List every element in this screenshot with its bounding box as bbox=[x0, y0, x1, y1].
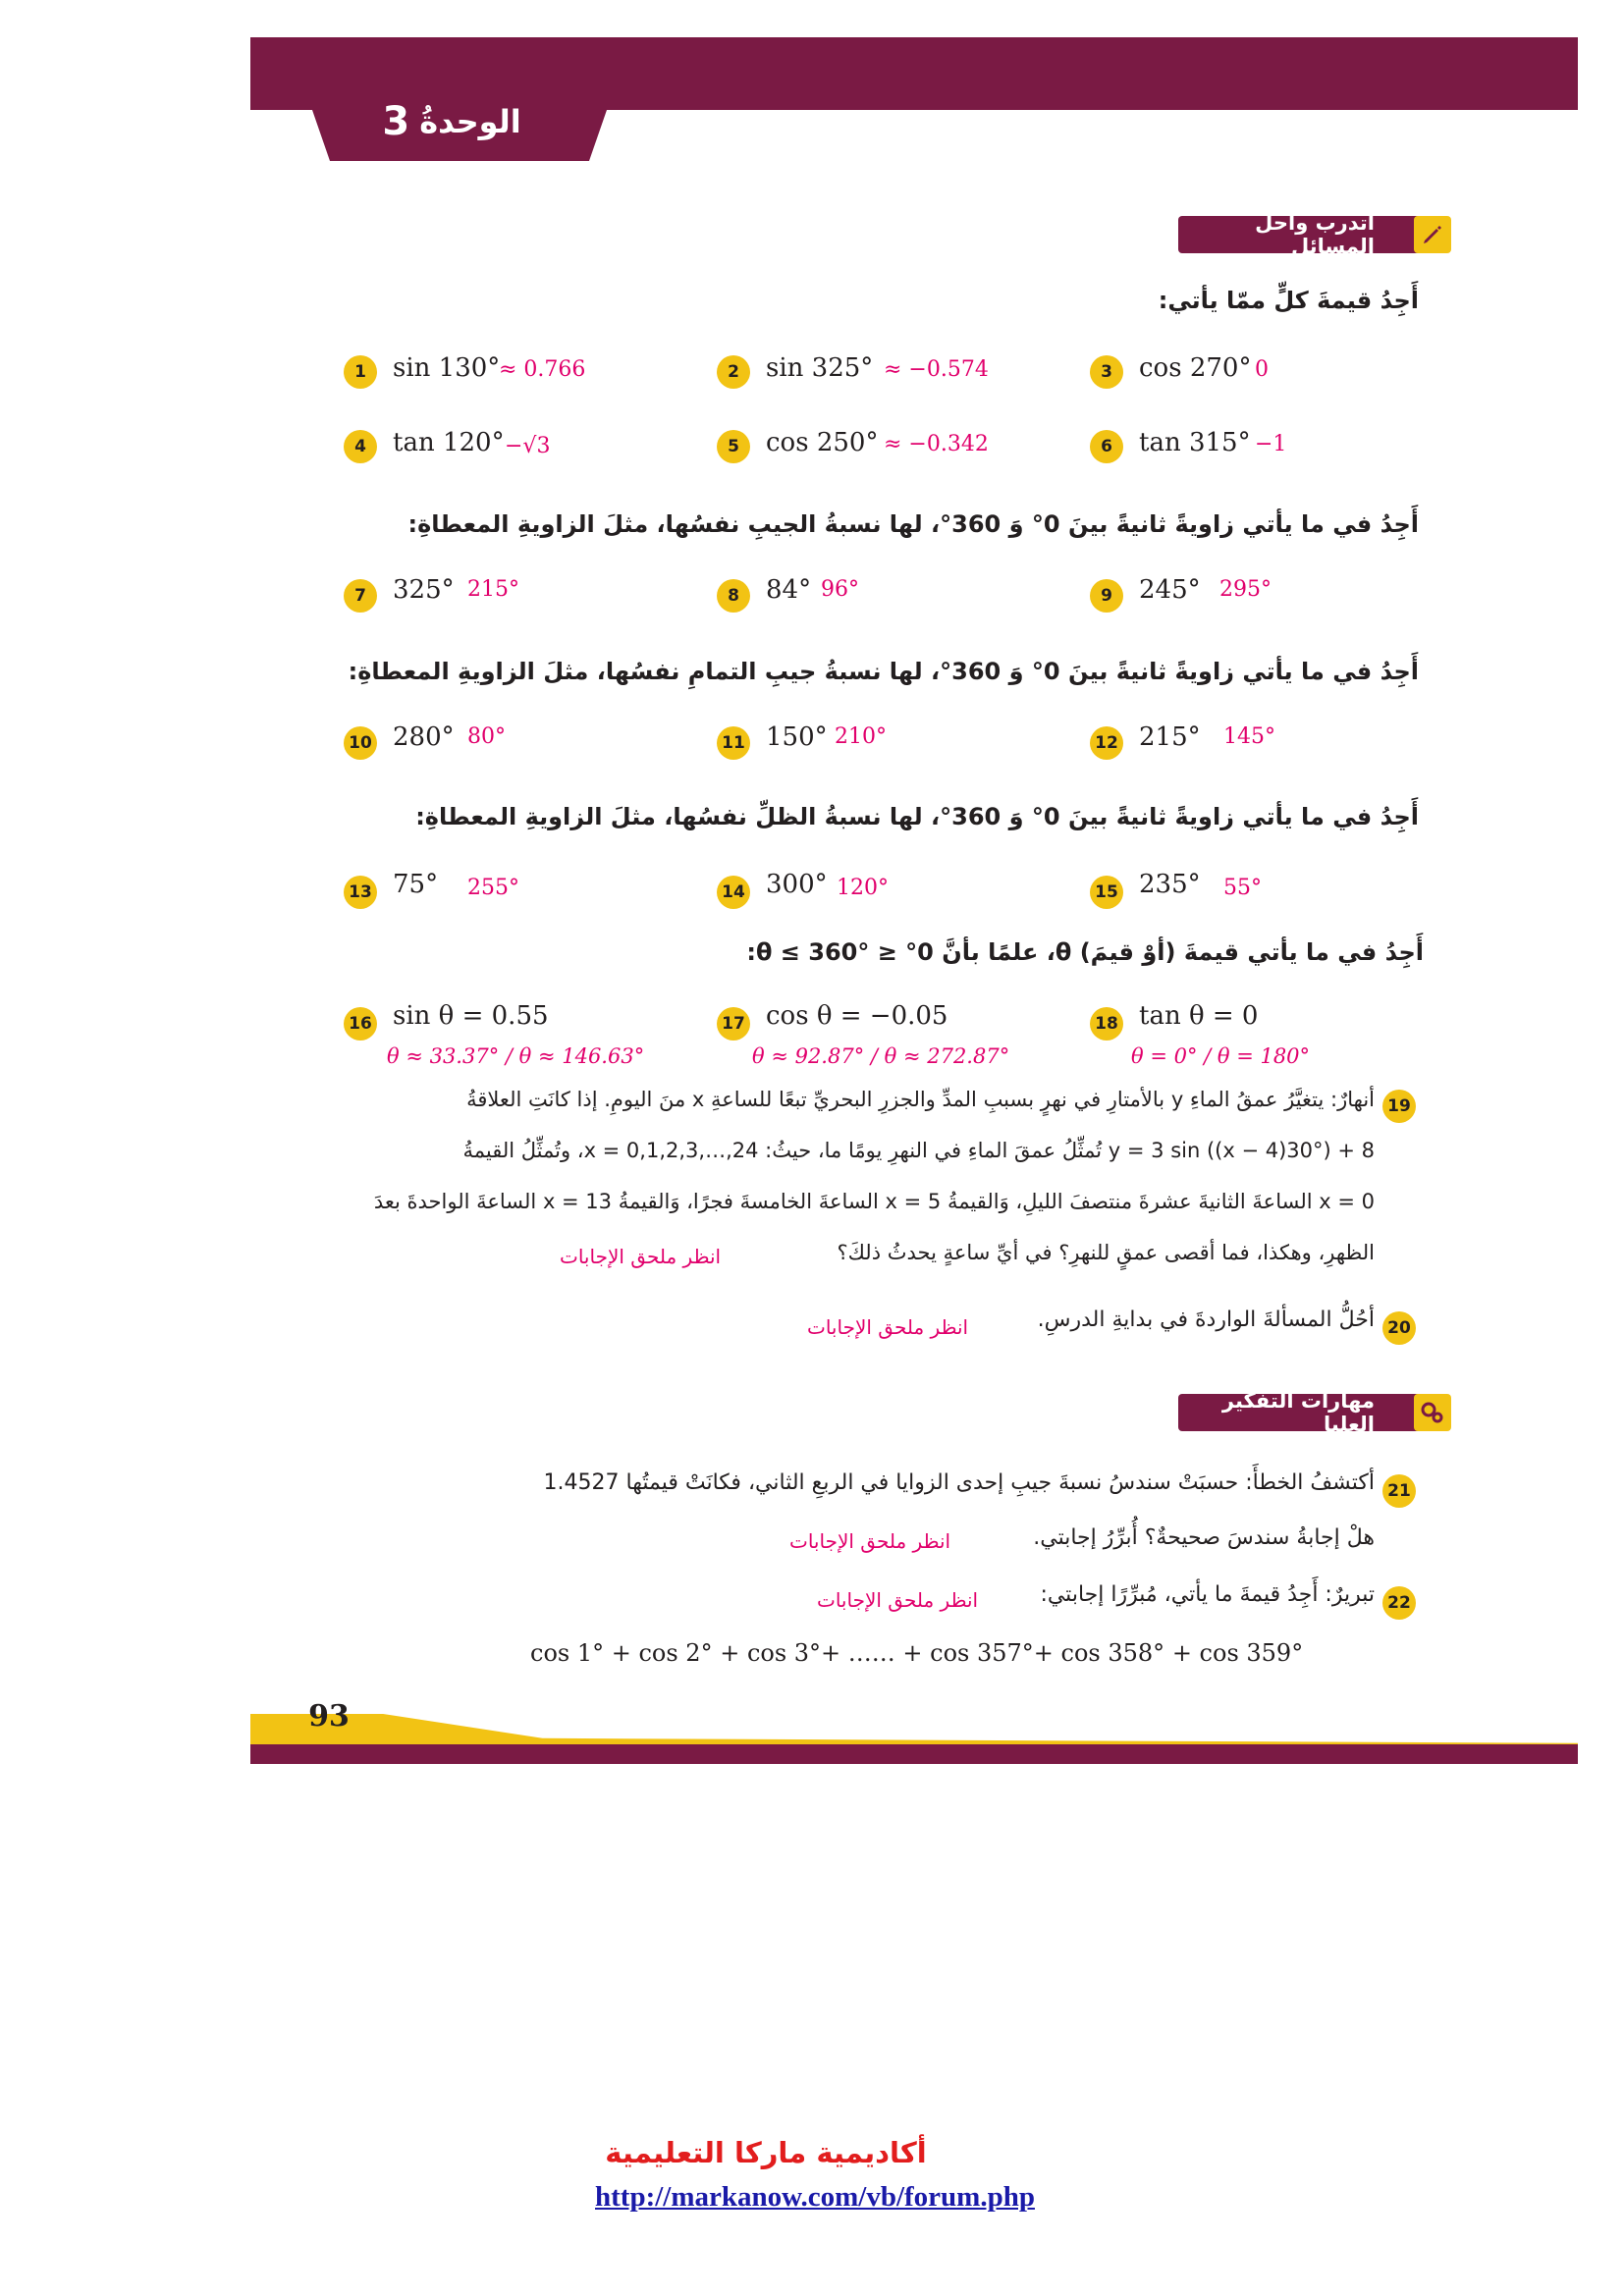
question-text: 75° bbox=[393, 870, 439, 899]
question-number: 21 bbox=[1382, 1474, 1416, 1508]
question-text: 300° bbox=[766, 870, 828, 899]
question-text: tan 315° bbox=[1139, 428, 1251, 457]
question-answer: 96° bbox=[821, 577, 859, 602]
question-answer: 145° bbox=[1223, 724, 1275, 749]
question-number: 12 bbox=[1090, 726, 1123, 760]
answer-reference: انظر ملحق الإجابات bbox=[560, 1245, 722, 1268]
question-text: sin θ = 0.55 bbox=[393, 1001, 549, 1031]
instruction-2: أَجِدُ في ما يأتي زاويةً ثانيةً بينَ 0° وَ 360°، لها نسبةُ الجيبِ نفسُها، مثلَ الزاويةِ المعطاةِ: bbox=[407, 510, 1419, 538]
instruction-3: أَجِدُ في ما يأتي زاويةً ثانيةً بينَ 0° وَ 360°، لها نسبةُ جيبِ التمامِ نفسُها، مثلَ الزاويةِ المعطاةِ: bbox=[348, 658, 1419, 685]
question-answer: ≈ −0.574 bbox=[884, 357, 989, 382]
unit-number: 3 bbox=[382, 99, 410, 144]
question-number: 20 bbox=[1382, 1311, 1416, 1345]
question-number: 16 bbox=[344, 1007, 377, 1041]
question-answer: θ ≈ 92.87° / θ ≈ 272.87° bbox=[752, 1044, 1010, 1068]
question-text: 280° bbox=[393, 722, 455, 752]
question-text: tan θ = 0 bbox=[1139, 1001, 1259, 1031]
q19-line-3: x = 0 الساعةَ الثانيةَ عشرةَ منتصفَ الليلِ، وَالقيمةُ x = 5 الساعةَ الخامسةَ فجرًا، وَالقيمةُ x = 13 الساعةَ الواحدةَ بعدَ bbox=[373, 1190, 1375, 1213]
question-answer: 210° bbox=[835, 724, 887, 749]
question-answer: 0 bbox=[1255, 357, 1269, 382]
question-answer: 255° bbox=[467, 876, 519, 900]
question-answer: 55° bbox=[1223, 876, 1262, 900]
question-text: cos 270° bbox=[1139, 353, 1252, 383]
question-answer: 120° bbox=[837, 876, 889, 900]
instruction-4: أَجِدُ في ما يأتي زاويةً ثانيةً بينَ 0° وَ 360°، لها نسبةُ الظلِّ نفسُها، مثلَ الزاويةِ المعطاةِ: bbox=[415, 803, 1419, 830]
question-number: 19 bbox=[1382, 1090, 1416, 1123]
answer-reference: انظر ملحق الإجابات bbox=[789, 1529, 951, 1553]
question-number: 10 bbox=[344, 726, 377, 760]
question-text: 245° bbox=[1139, 575, 1201, 605]
footer-accent bbox=[250, 1714, 1578, 1744]
question-number: 14 bbox=[717, 876, 750, 909]
question-number: 15 bbox=[1090, 876, 1123, 909]
question-number: 18 bbox=[1090, 1007, 1123, 1041]
unit-label bbox=[324, 94, 579, 149]
q22-expression: cos 1° + cos 2° + cos 3°+ …… + cos 357°+ cos 358° + cos 359° bbox=[530, 1639, 1304, 1667]
section-title-skills: مهارات التفكير العليا bbox=[1221, 1389, 1375, 1436]
question-number: 22 bbox=[1382, 1586, 1416, 1620]
question-text: 84° bbox=[766, 575, 812, 605]
section-title-practice: أتدرب وأحل المسائل bbox=[1255, 211, 1375, 258]
question-text: cos θ = −0.05 bbox=[766, 1001, 948, 1031]
section-header-practice bbox=[1178, 211, 1424, 258]
question-text: sin 130° bbox=[393, 353, 501, 383]
question-number: 4 bbox=[344, 430, 377, 463]
question-answer: 80° bbox=[467, 724, 506, 749]
q19-line-1: أنهارٌ: يتغيَّرُ عمقُ الماءِ y بالأمتارِ في نهرٍ بسببِ المدِّ والجزرِ البحريِّ تبعًا للساعةِ x منَ اليومِ. إذا كانَتِ العلاقةُ bbox=[466, 1088, 1375, 1111]
question-text: 235° bbox=[1139, 870, 1201, 899]
forum-link[interactable]: http://markanow.com/vb/forum.php bbox=[595, 2181, 1035, 2213]
section-header-skills bbox=[1178, 1389, 1424, 1436]
question-answer: θ ≈ 33.37° / θ ≈ 146.63° bbox=[387, 1044, 645, 1068]
question-number: 6 bbox=[1090, 430, 1123, 463]
question-number: 7 bbox=[344, 579, 377, 613]
answer-reference: انظر ملحق الإجابات bbox=[817, 1588, 979, 1612]
instruction-5: أَجِدُ في ما يأتي قيمةَ (أوْ قيمَ) θ، علمًا بأنَّ 0° ≤ θ ≤ 360°: bbox=[746, 938, 1424, 966]
question-text: tan 120° bbox=[393, 428, 505, 457]
question-answer: 295° bbox=[1219, 577, 1272, 602]
question-text: 215° bbox=[1139, 722, 1201, 752]
q22-text: تبريرٌ: أَجِدُ قيمةَ ما يأتي، مُبرِّرًا إجابتي: bbox=[1040, 1582, 1375, 1607]
question-text: 325° bbox=[393, 575, 455, 605]
question-number: 17 bbox=[717, 1007, 750, 1041]
question-answer: −√3 bbox=[505, 434, 551, 458]
pencil-icon bbox=[1414, 216, 1451, 253]
question-number: 5 bbox=[717, 430, 750, 463]
question-number: 3 bbox=[1090, 355, 1123, 389]
gears-icon bbox=[1414, 1394, 1451, 1431]
question-number: 8 bbox=[717, 579, 750, 613]
question-number: 13 bbox=[344, 876, 377, 909]
q19-line-2: y = 3 sin ((x − 4)30°) + 8 تُمثِّلُ عمقَ الماءِ في النهرِ يومًا ما، حيثُ: x = 0,1,2,3,…,24، وتُمثِّلُ القيمةُ bbox=[462, 1139, 1375, 1162]
question-number: 2 bbox=[717, 355, 750, 389]
q19-line-4: الظهرِ، وهكذا، فما أقصى عمقٍ للنهرِ؟ في أيِّ ساعةٍ يحدثُ ذلكَ؟ bbox=[837, 1241, 1375, 1264]
academy-name: أكاديمية ماركا التعليمية bbox=[605, 2136, 927, 2169]
question-number: 11 bbox=[717, 726, 750, 760]
question-answer: ≈ 0.766 bbox=[499, 357, 586, 382]
question-text: sin 325° bbox=[766, 353, 874, 383]
unit-word: الوحدةُ bbox=[419, 103, 521, 140]
question-answer: ≈ −0.342 bbox=[884, 432, 989, 456]
q21-line-1: أكتشفُ الخطأَ: حسبَتْ سندسُ نسبةَ جيبِ إحدى الزوايا في الربعِ الثاني، فكانَتْ قيمتُها 1.4527 bbox=[543, 1470, 1375, 1495]
instruction-1: أَجِدُ قيمةَ كلٍّ ممّا يأتي: bbox=[1158, 287, 1419, 314]
answer-reference: انظر ملحق الإجابات bbox=[807, 1315, 969, 1339]
q21-line-2: هلْ إجابةُ سندسَ صحيحةٌ؟ أُبرِّرُ إجابتي. bbox=[1033, 1525, 1375, 1550]
question-text: cos 250° bbox=[766, 428, 879, 457]
question-answer: −1 bbox=[1255, 432, 1287, 456]
q20-text: أحُلُّ المسألةَ الواردةَ في بدايةِ الدرسِ. bbox=[1037, 1308, 1375, 1332]
footer-bar bbox=[250, 1744, 1578, 1764]
question-answer: θ = 0° / θ = 180° bbox=[1131, 1044, 1311, 1068]
page-number: 93 bbox=[308, 1698, 350, 1734]
question-number: 9 bbox=[1090, 579, 1123, 613]
question-number: 1 bbox=[344, 355, 377, 389]
question-answer: 215° bbox=[467, 577, 519, 602]
question-text: 150° bbox=[766, 722, 828, 752]
